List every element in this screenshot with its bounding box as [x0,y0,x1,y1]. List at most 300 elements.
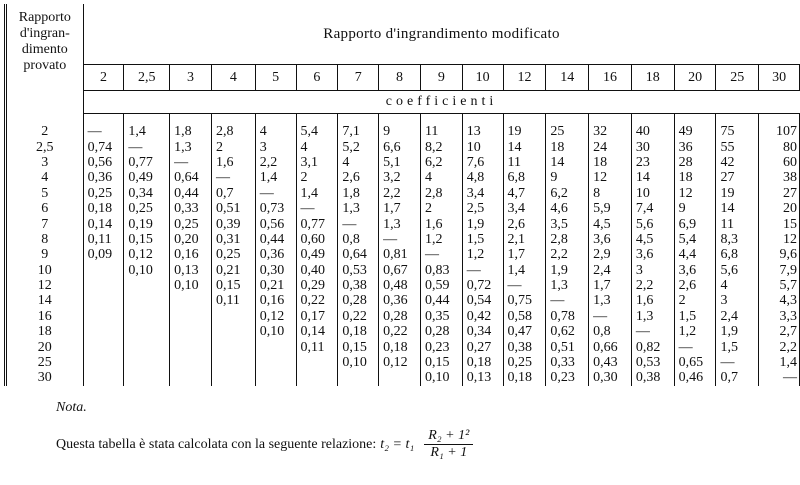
table-cell: 2,2 [379,186,421,201]
table-cell: 0,11 [296,339,338,354]
table-cell: 12 [759,232,800,247]
table-cell: 20 [759,201,800,216]
column-header: 14 [546,65,589,91]
table-cell: 18 [674,170,716,185]
table-cell: 1,8 [170,114,212,140]
table-cell: 28 [674,155,716,170]
table-row [6,216,800,231]
table-row [6,232,800,247]
table-cell: 0,51 [546,339,589,354]
table-cell: 0,18 [83,201,124,216]
table-cell: 0,33 [546,355,589,370]
table-cell [83,309,124,324]
table-cell: 15 [759,216,800,231]
table-cell: 2,8 [546,232,589,247]
table-cell: 0,48 [379,278,421,293]
table-cell [124,324,170,339]
table-cell [124,293,170,308]
table-cell: 7,9 [759,263,800,278]
table-cell: — [255,186,296,201]
table-cell: 5,9 [589,201,632,216]
table-cell: 2 [674,293,716,308]
table-cell [170,339,212,354]
table-cell: 2,2 [255,155,296,170]
table-cell: 0,62 [546,324,589,339]
table-cell: 19 [503,114,546,140]
table-cell [83,370,124,385]
table-cell: 19 [716,186,759,201]
table-cell: 1,3 [631,309,674,324]
table-row [6,201,800,216]
table-cell: — [716,355,759,370]
table-cell [124,370,170,385]
table-cell: 0,20 [170,232,212,247]
table-cell: 7,1 [338,114,379,140]
table-cell: 6,6 [379,139,421,154]
row-label: 9 [6,247,84,262]
column-header: 8 [379,65,421,91]
table-cell: — [338,216,379,231]
table-cell: 0,18 [338,324,379,339]
table-cell: 0,56 [255,216,296,231]
column-header: 6 [296,65,338,91]
table-cell: 5,4 [674,232,716,247]
table-cell: 8,2 [420,139,462,154]
table-cell: 40 [631,114,674,140]
table-cell: 1,2 [674,324,716,339]
column-header: 3 [170,65,212,91]
table-cell: 36 [674,139,716,154]
table-cell: 0,77 [124,155,170,170]
table-cell: 0,11 [83,232,124,247]
table-cell: 2,6 [674,278,716,293]
table-cell: 0,15 [124,232,170,247]
table-cell: 2 [296,170,338,185]
table-cell: 0,72 [462,278,503,293]
table-row [6,309,800,324]
row-label: 14 [6,293,84,308]
table-cell: 0,38 [503,339,546,354]
table-row [6,263,800,278]
table-cell: 0,10 [124,263,170,278]
formula-numerator: R₂ + 1² [424,428,473,445]
table-cell: 0,16 [170,247,212,262]
table-cell: 0,28 [379,309,421,324]
table-row [6,324,800,339]
table-cell: 4 [716,278,759,293]
table-cell: 4,3 [759,293,800,308]
table-cell: 0,49 [124,170,170,185]
table-cell: 5,4 [296,114,338,140]
table-cell: 13 [462,114,503,140]
table-body [6,114,800,386]
table-cell: 14 [546,155,589,170]
table-cell: 0,54 [462,293,503,308]
table-cell: 1,9 [546,263,589,278]
table-cell: 0,22 [338,309,379,324]
table-cell: 3 [255,139,296,154]
column-header: 2,5 [124,65,170,91]
table-cell: 0,42 [462,309,503,324]
table-cell: 3,2 [379,170,421,185]
table-cell: 4,5 [631,232,674,247]
table-row [6,278,800,293]
table-cell: 1,4 [255,170,296,185]
row-label: 3 [6,155,84,170]
table-cell: 0,29 [296,278,338,293]
table-cell [211,339,255,354]
table-cell [170,293,212,308]
table-cell: 9 [379,114,421,140]
table-cell: 4,6 [546,201,589,216]
table-cell: 3,6 [631,247,674,262]
column-header: 12 [503,65,546,91]
table-cell: 0,81 [379,247,421,262]
table-cell: 0,10 [170,278,212,293]
table-cell [124,309,170,324]
column-header: 7 [338,65,379,91]
table-cell: 0,22 [379,324,421,339]
table-cell: 0,64 [170,170,212,185]
table-cell: 0,34 [462,324,503,339]
table-cell: 0,25 [83,186,124,201]
table-cell: 0,73 [255,201,296,216]
table-cell: 1,7 [379,201,421,216]
table-cell: 0,13 [170,263,212,278]
table-cell: 0,46 [674,370,716,385]
row-label: 2 [6,114,84,140]
table-cell: 0,18 [503,370,546,385]
coefficient-table [4,4,800,386]
column-header: 10 [462,65,503,91]
table-cell: 0,36 [255,247,296,262]
table-cell: 0,31 [211,232,255,247]
table-cell: 0,43 [589,355,632,370]
table-cell: 1,9 [716,324,759,339]
table-cell: 2,2 [631,278,674,293]
row-label: 30 [6,370,84,385]
table-cell: — [170,155,212,170]
table-cell: — [674,339,716,354]
table-cell: 2,9 [589,247,632,262]
column-headers [6,65,800,91]
table-cell: 0,27 [462,339,503,354]
table-cell: 0,17 [296,309,338,324]
table-cell: 12 [674,186,716,201]
table-cell: 3,3 [759,309,800,324]
row-label: 2,5 [6,139,84,154]
table-cell: 80 [759,139,800,154]
table-cell: 2,8 [211,114,255,140]
table-cell: 0,36 [83,170,124,185]
table-cell: 2,4 [716,309,759,324]
table-cell: 0,8 [338,232,379,247]
formula-denominator: R₁ + 1 [430,445,468,460]
table-cell: 4,7 [503,186,546,201]
table-cell: 0,58 [503,309,546,324]
table-cell: 0,44 [420,293,462,308]
table-cell: 3 [716,293,759,308]
table-cell: 1,3 [589,293,632,308]
table-cell: 0,19 [124,216,170,231]
table-cell: 5,6 [716,263,759,278]
table-cell: 0,47 [503,324,546,339]
table-row [6,186,800,201]
table-cell: 27 [759,186,800,201]
subheader-coefficienti: coefficienti [83,91,799,114]
table-cell [255,355,296,370]
table-cell [296,370,338,385]
table-cell: 1,2 [462,247,503,262]
table-cell: 9 [546,170,589,185]
table-title: Rapporto d'ingrandimento modificato [83,4,799,65]
table-cell: 0,60 [296,232,338,247]
table-cell: 5,1 [379,155,421,170]
table-row [6,339,800,354]
table-cell [255,370,296,385]
table-cell: 3,4 [462,186,503,201]
table-cell: 2,5 [462,201,503,216]
table-cell: 14 [631,170,674,185]
table-cell: 5,7 [759,278,800,293]
table-cell [124,339,170,354]
table-cell [83,278,124,293]
table-cell: 0,7 [716,370,759,385]
column-header: 5 [255,65,296,91]
table-cell: 0,66 [589,339,632,354]
table-cell [124,278,170,293]
table-cell: 0,77 [296,216,338,231]
note-title: Nota. [56,400,87,415]
table-cell: 0,49 [296,247,338,262]
table-cell: 0,12 [379,355,421,370]
table-cell: 0,67 [379,263,421,278]
table-cell: 4 [420,170,462,185]
table-cell: 0,53 [631,355,674,370]
table-cell: 1,5 [462,232,503,247]
table-cell: 0,28 [338,293,379,308]
table-cell: 6,8 [503,170,546,185]
table-cell: — [211,170,255,185]
note-formula [56,428,473,461]
table-cell: 8,3 [716,232,759,247]
table-cell: 4 [255,114,296,140]
column-header: 20 [674,65,716,91]
table-cell: — [503,278,546,293]
row-label: 10 [6,263,84,278]
table-cell: 18 [546,139,589,154]
table-cell: 2,8 [420,186,462,201]
table-cell: 4,4 [674,247,716,262]
table-cell: 0,35 [420,309,462,324]
table-cell: 14 [503,139,546,154]
table-cell: 0,23 [420,339,462,354]
table-cell: 1,4 [124,114,170,140]
table-cell: 2,6 [338,170,379,185]
table-cell: — [420,247,462,262]
table-cell: 1,3 [546,278,589,293]
table-cell: 1,8 [338,186,379,201]
table-cell: 0,16 [255,293,296,308]
table-cell: 0,39 [211,216,255,231]
table-cell: 0,30 [255,263,296,278]
table-row [6,155,800,170]
table-cell: 11 [420,114,462,140]
table-cell: 49 [674,114,716,140]
table-row [6,247,800,262]
table-cell: 6,2 [546,186,589,201]
table-cell: 8 [589,186,632,201]
table-cell: 9 [674,201,716,216]
table-cell: 0,51 [211,201,255,216]
table-cell: 0,56 [83,155,124,170]
table-cell: 1,7 [503,247,546,262]
table-cell: 0,15 [338,339,379,354]
table-cell: 4,8 [462,170,503,185]
row-label: 16 [6,309,84,324]
table-cell: 0,78 [546,309,589,324]
table-cell: 1,5 [674,309,716,324]
column-header: 4 [211,65,255,91]
table-cell: 10 [631,186,674,201]
table-cell: 1,7 [589,278,632,293]
table-cell: 2,7 [759,324,800,339]
table-cell: 0,22 [296,293,338,308]
table-cell: — [546,293,589,308]
table-cell [83,355,124,370]
table-cell: 0,14 [83,216,124,231]
table-cell: 12 [589,170,632,185]
table-cell [83,263,124,278]
table-cell: 0,28 [420,324,462,339]
table-cell: — [83,114,124,140]
column-header: 2 [83,65,124,91]
table-cell: 0,12 [255,309,296,324]
row-header-label: Rapporto d'ingran-dimento provato [18,10,71,73]
table-cell: 2,6 [503,216,546,231]
table-cell [211,355,255,370]
table-cell: 25 [546,114,589,140]
table-cell: 0,15 [420,355,462,370]
table-cell [83,293,124,308]
table-cell [211,324,255,339]
table-cell: 0,14 [296,324,338,339]
table-cell [296,355,338,370]
table-cell: 5,6 [631,216,674,231]
table-cell: 0,34 [124,186,170,201]
table-cell: 0,44 [255,232,296,247]
table-cell: 4,5 [589,216,632,231]
table-cell: 0,82 [631,339,674,354]
table-cell [379,370,421,385]
row-header [6,4,84,114]
formula-lhs: t₂ = t₁ [380,436,415,452]
table-cell: 0,25 [124,201,170,216]
table-cell: 0,09 [83,247,124,262]
table-cell: 42 [716,155,759,170]
row-label: 4 [6,170,84,185]
row-label: 7 [6,216,84,231]
table-cell: 0,33 [170,201,212,216]
row-label: 8 [6,232,84,247]
table-cell: 60 [759,155,800,170]
table-cell: 3,4 [503,201,546,216]
table-cell: 7,4 [631,201,674,216]
table-cell: 0,10 [420,370,462,385]
table-cell [170,370,212,385]
table-cell: 6,8 [716,247,759,262]
column-header: 9 [420,65,462,91]
column-header: 16 [589,65,632,91]
table-cell: 0,15 [211,278,255,293]
table-cell: 1,4 [296,186,338,201]
table-cell: — [462,263,503,278]
table-cell: 0,30 [589,370,632,385]
table-cell: 0,13 [462,370,503,385]
table-cell: 6,9 [674,216,716,231]
table-row [6,293,800,308]
table-cell: 1,2 [420,232,462,247]
table-cell: 2 [211,139,255,154]
table-cell: 18 [589,155,632,170]
table-cell [124,355,170,370]
table-cell: 0,10 [338,355,379,370]
table-cell: 0,53 [338,263,379,278]
note-text: Questa tabella è stata calcolata con la seguente relazione: [56,436,377,452]
table-cell: 24 [589,139,632,154]
table-cell: 0,75 [503,293,546,308]
table-cell: 0,12 [124,247,170,262]
table-cell: 32 [589,114,632,140]
table-cell: — [124,139,170,154]
table-cell [170,355,212,370]
table-cell [170,324,212,339]
table-cell: 14 [716,201,759,216]
table-cell: 23 [631,155,674,170]
table-cell [211,370,255,385]
table-cell: 107 [759,114,800,140]
table-cell: 3,5 [546,216,589,231]
table-cell [211,309,255,324]
table-cell: 6,2 [420,155,462,170]
row-label: 6 [6,201,84,216]
table-cell: 2,4 [589,263,632,278]
table-cell: — [759,370,800,385]
row-label: 12 [6,278,84,293]
table-cell [83,324,124,339]
table-cell: 9,6 [759,247,800,262]
table-cell: 0,65 [674,355,716,370]
table-cell: 0,8 [589,324,632,339]
table-cell: — [296,201,338,216]
table-row [6,370,800,385]
row-label: 5 [6,186,84,201]
table-cell: 3,6 [589,232,632,247]
table-row [6,114,800,140]
table-cell: 0,44 [170,186,212,201]
row-label: 25 [6,355,84,370]
table-cell: 0,64 [338,247,379,262]
table-cell: 55 [716,139,759,154]
table-cell: 1,3 [170,139,212,154]
table-cell: 3,1 [296,155,338,170]
table-cell: 0,25 [211,247,255,262]
table-cell: 2,2 [759,339,800,354]
table-cell: 0,40 [296,263,338,278]
table-cell: 1,6 [420,216,462,231]
table-cell: 0,83 [420,263,462,278]
table-cell: 0,23 [546,370,589,385]
